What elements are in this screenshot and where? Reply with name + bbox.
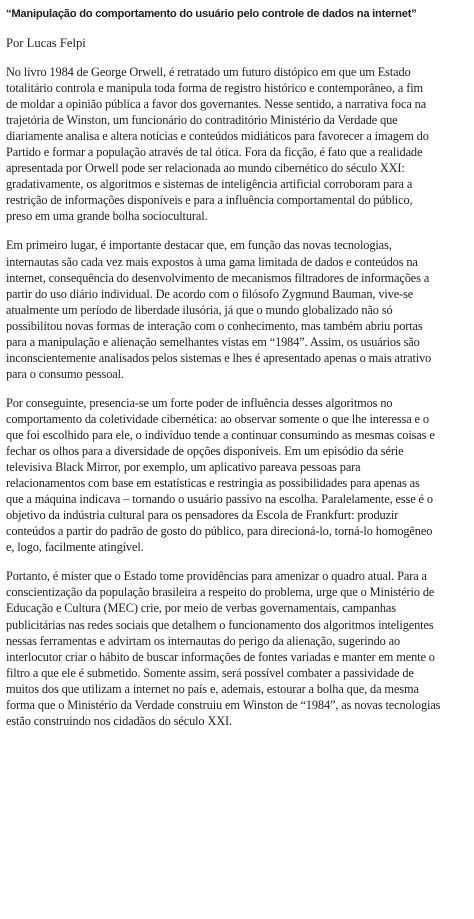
paragraph-line: gradativamente, os algoritmos e sistemas de inteligência artificial corroboram para a (6, 177, 413, 192)
article-body (6, 64, 468, 729)
article-author: Por Lucas Felpi (6, 36, 86, 50)
paragraph-line: e, logo, facilmente atingível. (6, 540, 144, 555)
paragraph-line: forma que o Ministério da Verdade construiu em Winston de “1984”, as novas tecnologias (6, 697, 441, 712)
paragraph-line: apresentada por Orwell pode ser relacionada ao mundo cibernético do século XXI: (6, 161, 405, 176)
paragraph-line: interlocutor criar o hábito de buscar informações de fontes variadas e manter em mente o (6, 649, 435, 664)
paragraph-line: atualmente um período de liberdade ilusória, já que o mundo globalizado não só (6, 302, 393, 317)
paragraph-line: internautas são cada vez mais expostos à uma gama limitada de dados e conteúdos na (6, 254, 418, 269)
paragraph-line: Portanto, é mister que o Estado tome providências para amenizar o quadro atual. Para a (6, 569, 427, 584)
paragraph-line: para a manipulação e alienação semelhantes vistas em “1984”. Assim, os usuários são (6, 334, 420, 349)
paragraph-line: relacionamentos com base em estatísticas e restringia as possibilidades para apenas as (6, 476, 420, 491)
paragraph-line: nessas ferramentas e advirtam os internautas do perigo da alienação, sugerindo ao (6, 633, 401, 648)
paragraph-line: Educação e Cultura (MEC) crie, por meio de verbas governamentais, campanhas (6, 601, 396, 616)
paragraph-line: preso em uma grande bolha sociocultural. (6, 209, 208, 224)
paragraph-line: restrição de informações disponíveis e para a influência comportamental do público, (6, 193, 413, 208)
paragraph-line: filtro a que ele é submetido. Somente assim, será possível combater a passividade de (6, 665, 414, 680)
paragraph-line: conscientização da população brasileira a respeito do problema, urge que o Ministério de (6, 585, 435, 600)
article-title: “Manipulação do comportamento do usuário pelo controle de dados na internet” (6, 8, 417, 20)
paragraph-line: possibilitou novas formas de interação com o conhecimento, mas também abriu portas (6, 318, 423, 333)
paragraph-line: inconscientemente analisados pelos sistemas e lhes é apresentado apenas o mais atrativo (6, 350, 432, 365)
paragraph-line: publicitárias nas redes sociais que detalhem o funcionamento dos algoritmos inteligentes (6, 617, 434, 632)
paragraph-line: que foi escolhido para ele, o indivíduo tende a continuar consumindo as mesmas coisas e (6, 427, 435, 442)
paragraph-line: muitos dos que utilizam a internet no país e, ademais, estourar a bolha que, da mesma (6, 681, 419, 696)
paragraph-line: No livro 1984 de George Orwell, é retratado um futuro distópico em que um Estado (6, 65, 411, 79)
paragraph-line: de moldar a opinião pública a favor dos governantes. Nesse sentido, a narrativa foca na (6, 97, 427, 112)
article-paragraph (6, 395, 468, 555)
paragraph-line: objetivo da indústria cultural para os pensadores da Escola de Frankfurt: produzir (6, 508, 399, 523)
paragraph-line: trajetória de Winston, um funcionário do contraditório Ministério da Verdade que (6, 113, 398, 128)
paragraph-line: televisiva Black Mirror, por exemplo, um aplicativo pareava pessoas para (6, 460, 361, 475)
paragraph-line: internet, consequência do desenvolvimento de mecanismos filtradores de informações a (6, 270, 430, 285)
paragraph-line: estão construindo nos cidadãos do século XXI. (6, 713, 232, 728)
paragraph-line: partir do uso diário individual. De acordo com o filósofo Zygmund Bauman, vive-se (6, 286, 414, 301)
paragraph-line: conteúdos a partir do padrão de gosto do público, para direcioná-lo, torná-lo homogêneo (6, 524, 433, 539)
paragraph-line: Em primeiro lugar, é importante destacar que, em função das novas tecnologias, (6, 238, 392, 253)
paragraph-line: fechar os olhos para a diversidade de opções disponíveis. Em um episódio da série (6, 444, 404, 459)
paragraph-line: Por conseguinte, presencia-se um forte poder de influência desses algoritmos no (6, 395, 393, 410)
article-paragraph (6, 64, 468, 224)
paragraph-line: totalitário controla e manipula toda forma de registro histórico e contemporâneo, a fim (6, 81, 423, 96)
paragraph-line: diariamente analisa e altera notícias e conteúdos midiáticos para favorecer a imagem do (6, 129, 429, 144)
paragraph-line: Partido e formar a população através de tal ótica. Fora da ficção, é fato que a realidade (6, 145, 423, 160)
paragraph-line: que a máquina indicava – tornando o usuário passivo na escolha. Paralelamente, esse é o (6, 492, 433, 507)
paragraph-line: para o consumo pessoal. (6, 366, 124, 381)
paragraph-line: comportamento da coletividade cibernética: ao observar somente o que lhe interessa e o (6, 411, 429, 426)
article-paragraph (6, 237, 468, 381)
article-paragraph (6, 568, 468, 728)
